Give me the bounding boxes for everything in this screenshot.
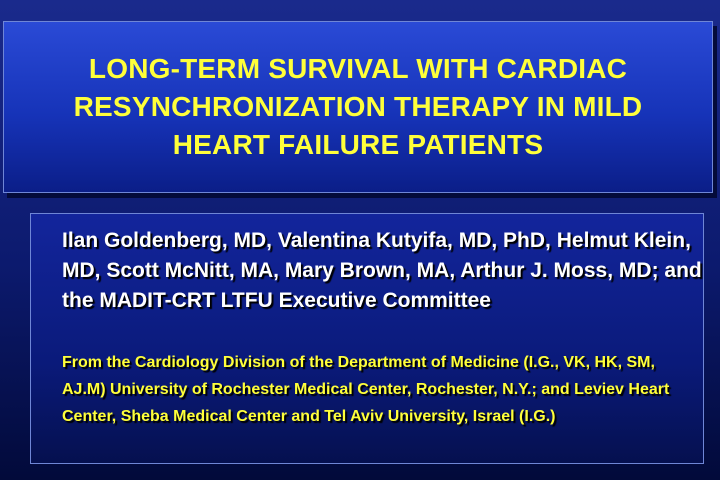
slide-title: LONG-TERM SURVIVAL WITH CARDIAC RESYNCHRONIZATION THERAPY IN MILD HEART FAILURE PATIENTS [73, 53, 643, 160]
title-box [3, 21, 713, 193]
affiliation-text: From the Cardiology Division of the Department of Medicine (I.G., VK, HK, SM, AJ.M) University of Rochester Medical Center, Rochester, N.Y.; and Leviev Heart Center, Sheba Medical Center and Tel Aviv University, Israel (I.G.) [62, 354, 670, 425]
author-list: Ilan Goldenberg, MD, Valentina Kutyifa, MD, PhD, Helmut Klein, MD, Scott McNitt, MA, Mary Brown, MA, Arthur J. Moss, MD; and the MADIT-CRT LTFU Executive Committee [62, 229, 702, 312]
author-box [30, 213, 704, 464]
